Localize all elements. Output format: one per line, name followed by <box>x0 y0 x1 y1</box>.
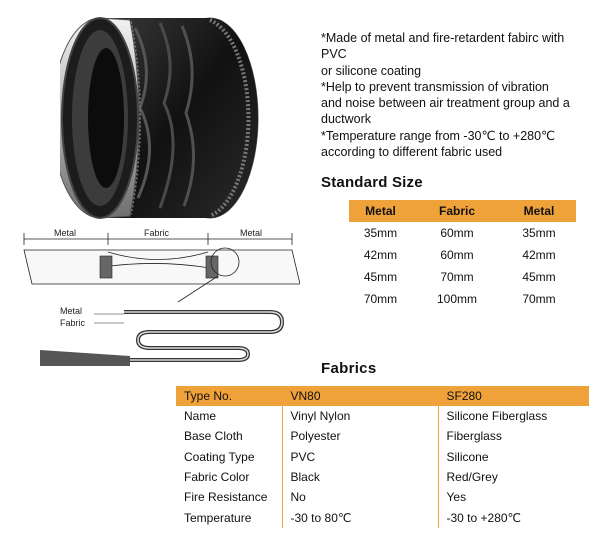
table-row <box>349 288 576 310</box>
feature-line: according to different fabric used <box>321 145 503 160</box>
table-row <box>176 426 589 446</box>
table-cell: -30 to +280℃ <box>438 507 589 527</box>
feature-line: *Temperature range from -30℃ to +280℃ <box>321 128 556 143</box>
diagram-label-metal-left: Metal <box>54 228 77 238</box>
row-label: Fabric Color <box>184 470 250 485</box>
fabrics-table <box>176 386 589 528</box>
table-cell: Black <box>282 467 438 487</box>
table-row <box>349 244 576 266</box>
table-cell: Silicone Fiberglass <box>438 406 589 426</box>
feature-line: or silicone coating <box>321 63 422 78</box>
column-header: Type No. <box>176 386 282 406</box>
diagram-label-fabric: Fabric <box>144 228 170 238</box>
table-cell: Red/Grey <box>438 467 589 487</box>
column-header: VN80 <box>282 386 438 406</box>
table-cell: Polyester <box>282 426 438 446</box>
feature-line: and noise between air treatment group and a <box>321 96 570 111</box>
table-cell: 45mm <box>363 270 398 284</box>
standard-size-title: Standard Size <box>321 174 423 191</box>
table-row <box>176 447 589 467</box>
table-row <box>349 222 576 244</box>
row-label: Temperature <box>184 510 252 525</box>
table-cell: 60mm <box>440 248 474 262</box>
table-cell: Fiberglass <box>438 426 589 446</box>
standard-size-table <box>349 200 576 310</box>
diagram-label-metal-right: Metal <box>240 228 263 238</box>
detail-label-metal: Metal <box>60 306 83 316</box>
column-header: Fabric <box>412 200 502 222</box>
table-cell: 60mm <box>440 226 474 240</box>
table-cell: No <box>282 487 438 507</box>
table-cell: -30 to 80℃ <box>282 507 438 527</box>
table-row <box>176 507 589 527</box>
feature-line: ductwork <box>321 112 372 127</box>
table-cell: 100mm <box>436 292 477 306</box>
table-row <box>349 266 576 288</box>
table-cell: PVC <box>282 447 438 467</box>
table-cell: Vinyl Nylon <box>282 406 438 426</box>
feature-line: *Help to prevent transmission of vibration <box>321 79 549 94</box>
table-cell: 45mm <box>522 270 556 284</box>
table-cell: 42mm <box>522 248 556 262</box>
table-cell: Silicone <box>438 447 589 467</box>
connector-diagram-image <box>20 222 300 372</box>
table-row <box>176 487 589 507</box>
table-row <box>176 406 589 426</box>
column-header: Metal <box>349 200 412 222</box>
table-header-row <box>349 200 576 222</box>
cross-section-diagram <box>20 222 300 372</box>
table-row <box>176 467 589 487</box>
flexible-connector-image <box>60 8 270 223</box>
table-cell: 42mm <box>363 248 398 262</box>
table-cell: 35mm <box>522 226 556 240</box>
table-cell: 35mm <box>363 226 398 240</box>
table-cell: 70mm <box>522 292 556 306</box>
feature-description <box>321 30 591 160</box>
column-header: Metal <box>502 200 576 222</box>
fabrics-title: Fabrics <box>321 360 377 377</box>
row-label: Fire Resistance <box>184 490 268 505</box>
connector-photo <box>60 8 270 223</box>
table-cell: 70mm <box>440 270 474 284</box>
feature-line: *Made of metal and fire-retardent fabirc with PVC <box>321 31 565 62</box>
row-label: Base Cloth <box>184 429 243 444</box>
table-cell: 70mm <box>363 292 398 306</box>
detail-label-fabric: Fabric <box>60 318 86 328</box>
row-label: Coating Type <box>184 449 255 464</box>
row-label: Name <box>184 409 217 424</box>
column-header: SF280 <box>438 386 589 406</box>
table-header-row <box>176 386 589 406</box>
table-cell: Yes <box>438 487 589 507</box>
